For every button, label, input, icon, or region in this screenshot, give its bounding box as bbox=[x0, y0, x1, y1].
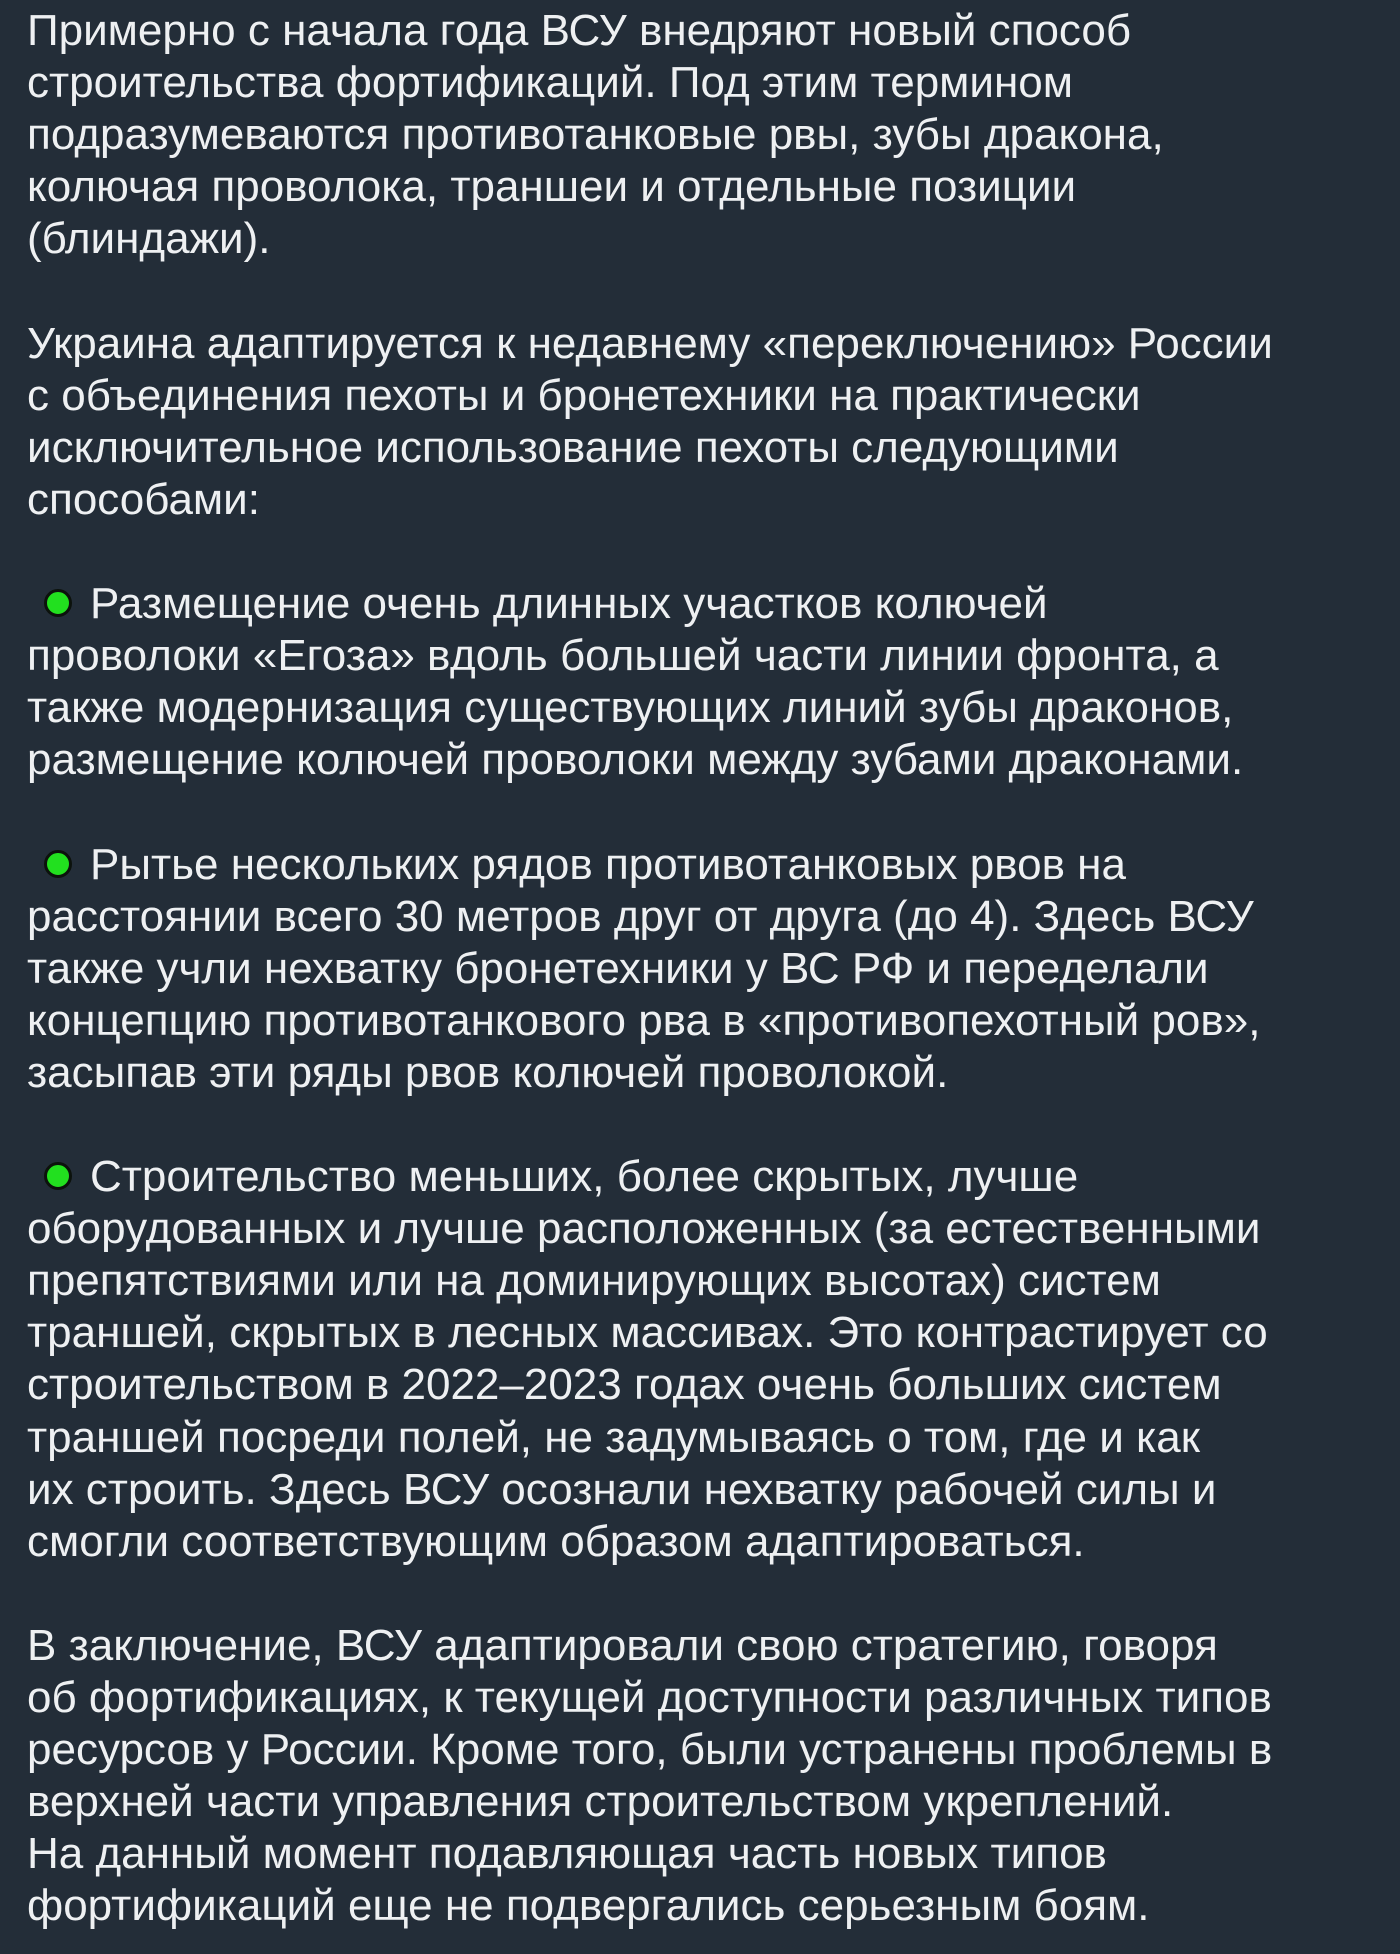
text-line bbox=[27, 734, 1400, 786]
text-line bbox=[27, 943, 1400, 995]
text-line bbox=[27, 109, 1400, 161]
text-line bbox=[27, 1307, 1400, 1359]
line-text: фортификаций еще не подвергались серьезным боям. bbox=[27, 1881, 1150, 1931]
line-text: засыпав эти ряды рвов колючей проволокой. bbox=[27, 1047, 949, 1097]
paragraph-gap bbox=[27, 265, 1400, 317]
text-line bbox=[27, 1359, 1400, 1411]
text-line bbox=[27, 1412, 1400, 1464]
line-text: с объединения пехоты и бронетехники на практически bbox=[27, 370, 1141, 420]
text-line bbox=[27, 630, 1400, 682]
text-line bbox=[27, 213, 1400, 265]
paragraph bbox=[27, 5, 1400, 265]
line-text: исключительное использование пехоты следующими bbox=[27, 422, 1119, 472]
text-line bbox=[27, 682, 1400, 734]
text-line bbox=[27, 1776, 1400, 1828]
bullet-item bbox=[27, 839, 1400, 1099]
text-line bbox=[27, 370, 1400, 422]
line-text: В заключение, ВСУ адаптировали свою стратегию, говоря bbox=[27, 1620, 1218, 1670]
line-text: строительства фортификаций. Под этим термином bbox=[27, 58, 1074, 108]
line-text: Строительство меньших, более скрытых, лучше bbox=[90, 1152, 1079, 1202]
line-text: проволоки «Егоза» вдоль большей части линии фронта, а bbox=[27, 631, 1219, 681]
line-text: Размещение очень длинных участков колючей bbox=[90, 579, 1048, 629]
line-text: препятствиями или на доминирующих высотах) систем bbox=[27, 1256, 1161, 1306]
green-circle-icon bbox=[44, 589, 72, 617]
text-line bbox=[27, 1880, 1400, 1932]
text-line bbox=[27, 1516, 1400, 1568]
text-line bbox=[27, 1151, 1400, 1203]
line-text: подразумеваются противотанковые рвы, зубы дракона, bbox=[27, 110, 1164, 160]
paragraph-gap bbox=[27, 526, 1400, 578]
line-text: концепцию противотанкового рва в «противопехотный ров», bbox=[27, 995, 1261, 1045]
text-line bbox=[27, 1672, 1400, 1724]
text-line bbox=[27, 1203, 1400, 1255]
paragraph bbox=[27, 1620, 1400, 1933]
text-line bbox=[27, 161, 1400, 213]
line-text: смогли соответствующим образом адаптироваться. bbox=[27, 1516, 1085, 1566]
line-text: (блиндажи). bbox=[27, 214, 271, 264]
line-text: Рытье нескольких рядов противотанковых рвов на bbox=[90, 839, 1126, 889]
line-text: траншей, скрытых в лесных массивах. Это контрастирует со bbox=[27, 1308, 1268, 1358]
line-text: их строить. Здесь ВСУ осознали нехватку рабочей силы и bbox=[27, 1464, 1217, 1514]
green-circle-icon bbox=[44, 850, 72, 878]
bullet-item bbox=[27, 1151, 1400, 1568]
text-line bbox=[27, 1620, 1400, 1672]
line-text: верхней части управления строительством укреплений. bbox=[27, 1777, 1174, 1827]
line-text: На данный момент подавляющая часть новых типов bbox=[27, 1829, 1107, 1879]
line-text: Украина адаптируется к недавнему «переключению» России bbox=[27, 318, 1273, 368]
text-line bbox=[27, 474, 1400, 526]
line-text: колючая проволока, траншеи и отдельные позиции bbox=[27, 162, 1077, 212]
line-text: способами: bbox=[27, 474, 260, 524]
paragraph-gap bbox=[27, 1568, 1400, 1620]
text-line bbox=[27, 422, 1400, 474]
paragraph-gap bbox=[27, 1099, 1400, 1151]
green-circle-icon bbox=[44, 1162, 72, 1190]
bullet-item bbox=[27, 578, 1400, 786]
text-line bbox=[27, 57, 1400, 109]
message-text bbox=[27, 5, 1400, 1932]
line-text: оборудованных и лучше расположенных (за естественными bbox=[27, 1204, 1261, 1254]
text-line bbox=[27, 1255, 1400, 1307]
line-text: траншей посреди полей, не задумываясь о том, где и как bbox=[27, 1412, 1200, 1462]
text-line bbox=[27, 1828, 1400, 1880]
line-text: расстоянии всего 30 метров друг от друга (до 4). Здесь ВСУ bbox=[27, 891, 1254, 941]
paragraph-gap bbox=[27, 786, 1400, 838]
text-line bbox=[27, 995, 1400, 1047]
line-text: размещение колючей проволоки между зубами драконами. bbox=[27, 735, 1244, 785]
line-text: об фортификациях, к текущей доступности различных типов bbox=[27, 1673, 1272, 1722]
text-line bbox=[27, 1724, 1400, 1776]
line-text: также учли нехватку бронетехники у ВС РФ и переделали bbox=[27, 943, 1209, 993]
line-text: ресурсов у России. Кроме того, были устранены проблемы в bbox=[27, 1725, 1273, 1775]
text-line bbox=[27, 1047, 1400, 1099]
text-line bbox=[27, 891, 1400, 943]
line-text: строительством в 2022–2023 годах очень больших систем bbox=[27, 1360, 1222, 1410]
paragraph bbox=[27, 318, 1400, 526]
text-line bbox=[27, 839, 1400, 891]
text-line bbox=[27, 5, 1400, 57]
line-text: Примерно с начала года ВСУ внедряют новый способ bbox=[27, 6, 1132, 55]
line-text: также модернизация существующих линий зубы драконов, bbox=[27, 683, 1234, 733]
text-line bbox=[27, 578, 1400, 630]
text-line bbox=[27, 1464, 1400, 1516]
text-line bbox=[27, 318, 1400, 370]
